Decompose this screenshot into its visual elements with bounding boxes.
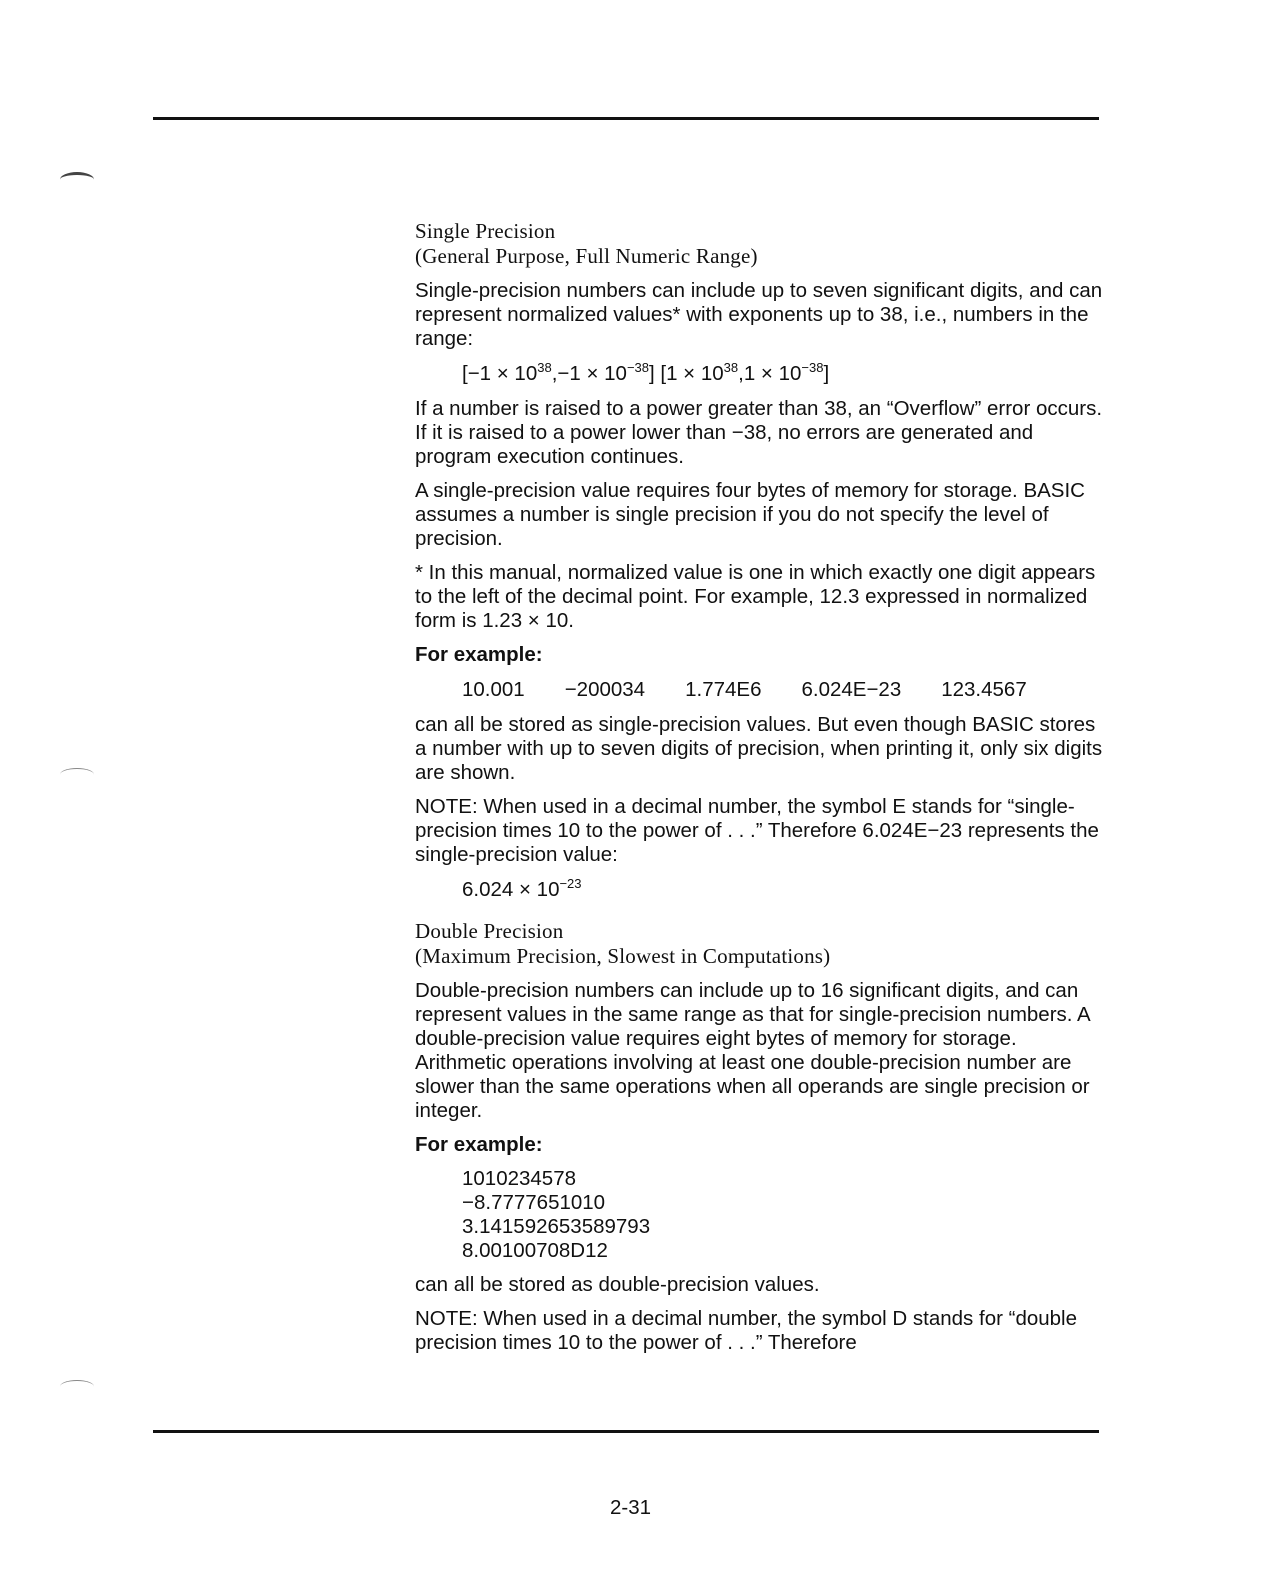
example-value: 3.141592653589793 — [462, 1215, 651, 1238]
double-precision-heading — [415, 919, 1105, 969]
double-after-examples: can all be stored as double-precision values. — [415, 1273, 820, 1296]
footnote: * In this manual, normalized value is one in which exactly one digit appears to the left of the decimal point. For example, 12.3 expressed in normalized form is 1.23 × 10. — [415, 561, 1096, 632]
range-exponent: 38 — [537, 360, 552, 375]
heading-subtitle: (Maximum Precision, Slowest in Computations) — [415, 944, 831, 968]
example-value: 10.001 — [462, 678, 525, 701]
range-expression — [462, 361, 1105, 387]
double-note: NOTE: When used in a decimal number, the symbol D stands for “double precision times 10 to the power of . . .” Therefore — [415, 1307, 1078, 1354]
value-base: 6.024 × 10 — [462, 878, 560, 901]
range-part: ] [1 × 10 — [649, 362, 724, 385]
heading-title: Double Precision — [415, 919, 564, 943]
storage-paragraph: A single-precision value requires four bytes of memory for storage. BASIC assumes a number is single precision if you do not specify the level of precision. — [415, 479, 1085, 550]
overflow-paragraph: If a number is raised to a power greater than 38, an “Overflow” error occurs. If it is raised to a power lower than −38, no errors are generated and program execution continues. — [415, 397, 1103, 468]
margin-mark — [60, 172, 94, 187]
example-label: For example: — [415, 1133, 543, 1156]
single-note: NOTE: When used in a decimal number, the symbol E stands for “single-precision times 10 to the power of . . .” Therefore 6.024E−23 represents the single-precision value: — [415, 795, 1099, 866]
heading-title: Single Precision — [415, 219, 556, 243]
top-rule — [153, 117, 1099, 120]
single-precision-heading — [415, 219, 1105, 269]
range-exponent: 38 — [723, 360, 739, 375]
example-value: 6.024E−23 — [801, 678, 902, 701]
example-label: For example: — [415, 643, 543, 666]
single-value-expression — [462, 877, 1105, 903]
range-part: ] — [823, 362, 830, 385]
page-content — [415, 219, 1105, 1365]
example-value: −200034 — [564, 678, 646, 701]
single-after-examples: can all be stored as single-precision values. But even though BASIC stores a number with up to seven digits of precision, when printing it, only six digits are shown. — [415, 713, 1103, 784]
margin-mark — [60, 768, 94, 781]
example-value: 1.774E6 — [685, 678, 762, 701]
single-examples — [462, 677, 1105, 703]
bottom-rule — [153, 1430, 1099, 1433]
example-value: −8.7777651010 — [462, 1191, 606, 1214]
double-examples — [462, 1167, 1105, 1263]
page-number: 2-31 — [609, 1496, 652, 1519]
value-exponent: −23 — [559, 876, 582, 891]
range-exponent: −38 — [801, 360, 824, 375]
example-value: 123.4567 — [941, 678, 1027, 701]
range-exponent: −38 — [626, 360, 649, 375]
example-value: 1010234578 — [462, 1167, 577, 1190]
double-intro: Double-precision numbers can include up to 16 significant digits, and can represent values in the same range as that for single-precision numbers. A double-precision value requires eight bytes of memory for storage. Arithmetic operations involving at least one double-precision number are slower than the same operations when all operands are single precision or integer. — [415, 979, 1090, 1122]
range-part: [−1 × 10 — [462, 362, 538, 385]
range-part: ,−1 × 10 — [551, 362, 627, 385]
single-intro: Single-precision numbers can include up to seven significant digits, and can represent normalized values* with exponents up to 38, i.e., numbers in the range: — [415, 279, 1103, 350]
margin-mark — [60, 1380, 94, 1393]
example-value: 8.00100708D12 — [462, 1239, 608, 1262]
heading-subtitle: (General Purpose, Full Numeric Range) — [415, 244, 758, 268]
range-part: ,1 × 10 — [738, 362, 802, 385]
